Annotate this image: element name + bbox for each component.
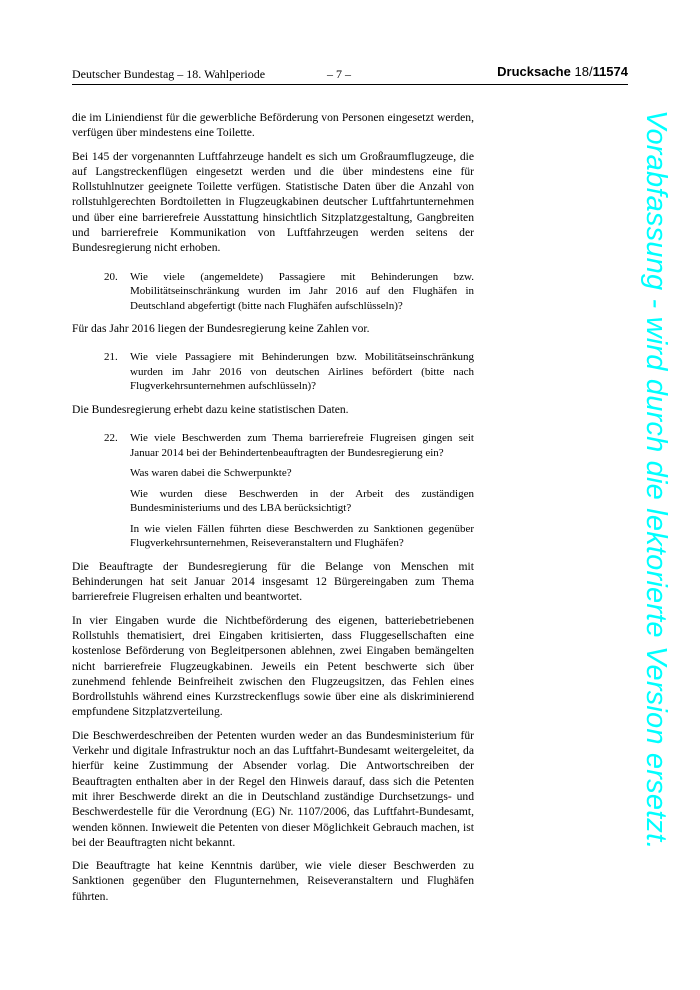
question-text: Wie viele Passagiere mit Behinderungen bzw. Mobilitätseinschränkung wurden im Jahr 2016 von deutschen Airlines befördert (bitte nach Flugverkehrsunternehmen aufschlüsseln)? — [130, 351, 474, 393]
paragraph: Bei 145 der vorgenannten Luftfahrzeuge handelt es sich um Großraumflugzeuge, die auf Langstreckenflügen eingesetzt werden und die über mindestens eine für Rollstuhlnutzer geeignete Toilette verfügen. Statistische Daten über die Anzahl von rollstuhlgerechten Bordtoiletten in Flugzeugkabinen deutscher Luftfahrtunternehmen und über eine barrierefreie Ausstattung hinsichtlich Sitzplatzgestaltung, Gangbreiten und barrierefreie Kommunikation von Luftfahrzeugen werden seitens der Bundesregierung nicht erhoben. — [72, 149, 474, 255]
page-number: – 7 – — [327, 67, 351, 81]
question-20 — [72, 270, 474, 314]
paragraph: Die Beschwerdeschreiben der Petenten wurden weder an das Bundesministerium für Verkehr und digitale Infrastruktur noch an das Luftfahrt-Bundesamt weitergeleitet, da hierfür keine Zustimmung der Absender vorlag. Die Antwortschreiben der Beauftragten enthalten aber in der Regel den Hinweis darauf, dass sich die Petenten mit ihrer Beschwerde direkt an die in Deutschland zuständige Durchsetzungs- und Beschwerdestelle für die Verordnung (EG) Nr. 1107/2006, das Luftfahrt-Bundesamt, wenden können. Inwieweit die Petenten von dieser Möglichkeit Gebrauch machen, ist bei der Beauftragten nicht bekannt. — [72, 728, 474, 849]
question-number: 20. — [104, 270, 118, 283]
page-header — [72, 66, 628, 85]
question-text: Wie wurden diese Beschwerden in der Arbeit des zuständigen Bundesministeriums und des LBA berücksichtigt? — [130, 487, 474, 515]
question-text: Was waren dabei die Schwerpunkte? — [130, 467, 292, 480]
document-prefix: 18/ — [574, 64, 593, 79]
document-number — [497, 64, 628, 80]
document-label: Drucksache — [497, 64, 571, 79]
question-text: Wie viele Beschwerden zum Thema barrierefreie Flugreisen gingen seit Januar 2014 bei der Behindertenbeauftragten der Bundesregierung ein? — [130, 432, 474, 459]
answer-20: Für das Jahr 2016 liegen der Bundesregierung keine Zahlen vor. — [72, 322, 370, 336]
paragraph: Die Beauftragte hat keine Kenntnis darüber, wie viele dieser Beschwerden zu Sanktionen gegenüber den Flugunternehmen, Reiseveranstaltern und Flughäfen führten. — [72, 859, 474, 903]
document-body — [72, 110, 474, 912]
question-number: 22. — [104, 432, 118, 445]
watermark-text: Vorabfassung - wird durch die lektorierte Version ersetzt. — [640, 110, 672, 850]
header-parliament: Deutscher Bundestag – 18. Wahlperiode — [72, 67, 266, 81]
question-21 — [72, 350, 474, 394]
paragraph: In vier Eingaben wurde die Nichtbeförderung des eigenen, batteriebetriebenen Rollstuhls thematisiert, drei Eingaben kritisierten, dass Fluggesellschaften eine kostenlose Beförderung von Begleitpersonen ablehnen, zwei Eingaben bemängelten nicht barrierefreie Flugzeugkabinen. Jeweils ein Petent beschwerte sich über zunehmend fehlende Beinfreiheit zwischen den Flugzeugsitzen, das Fehlen eines Bordrollstuhls während eines Kurzstreckenflugs sowie über eine als diskriminierend empfundene Sitzplatzverteilung. — [72, 613, 474, 719]
question-number: 21. — [104, 351, 118, 364]
paragraph: Die Beauftragte der Bundesregierung für die Belange von Menschen mit Behinderungen hat seit Januar 2014 insgesamt 12 Bürgereingaben zum Thema barrierefreie Flugreisen erhalten und beantwortet. — [72, 559, 474, 604]
question-text: In wie vielen Fällen führten diese Beschwerden zu Sanktionen gegenüber Flugverkehrsunternehmen, Reiseveranstaltern und Flughäfen? — [130, 522, 474, 550]
question-22 — [72, 431, 474, 551]
paragraph: die im Liniendienst für die gewerbliche Beförderung von Personen eingesetzt werden, verfügen über mindestens eine Toilette. — [72, 111, 474, 140]
draft-watermark — [632, 110, 672, 910]
question-text: Wie viele (angemeldete) Passagiere mit Behinderungen bzw. Mobilitätseinschränkung wurden im Jahr 2016 auf den Flughäfen in Deutschland abgefertigt (bitte nach Flughäfen aufschlüsseln)? — [130, 270, 474, 312]
document-id: 11574 — [592, 64, 628, 79]
answer-21: Die Bundesregierung erhebt dazu keine statistischen Daten. — [72, 402, 349, 416]
